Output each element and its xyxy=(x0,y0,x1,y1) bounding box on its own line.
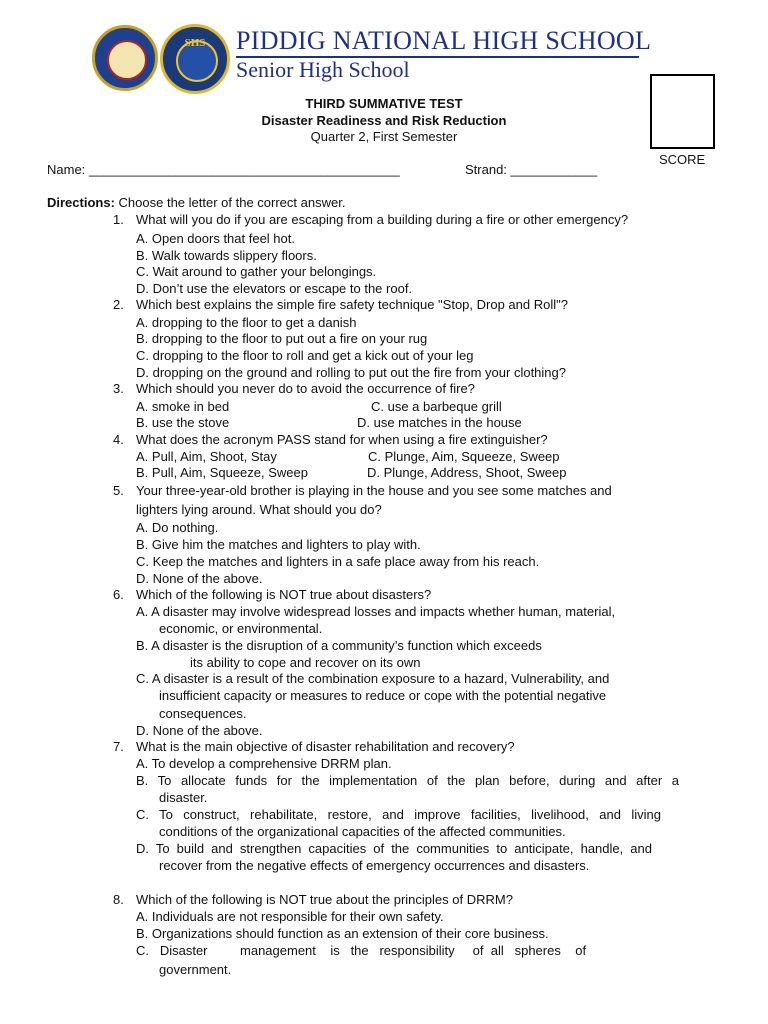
answer-choice-cont: its ability to cope and recover on its own xyxy=(190,655,421,670)
question-text: Which of the following is NOT true about the principles of DRRM? xyxy=(136,892,513,907)
answer-choice: B. Walk towards slippery floors. xyxy=(136,248,317,263)
answer-choice-cont: government. xyxy=(159,962,232,977)
answer-choice: C. A disaster is a result of the combination exposure to a hazard, Vulnerability, and xyxy=(136,671,610,686)
question-number: 1. xyxy=(113,212,124,227)
question-text: Which of the following is NOT true about disasters? xyxy=(136,587,432,602)
answer-choice: A. smoke in bed xyxy=(136,399,230,414)
answer-choice-cont: economic, or environmental. xyxy=(159,621,323,636)
answer-choice: B. To allocate funds for the implementation of the plan before, during and after a xyxy=(136,773,679,788)
school-name: PIDDIG NATIONAL HIGH SCHOOL xyxy=(236,26,652,55)
school-division: Senior High School xyxy=(236,57,410,82)
question-text: lighters lying around. What should you do? xyxy=(136,502,382,517)
answer-choice: C. use a barbeque grill xyxy=(371,399,502,414)
answer-choice: D. To build and strengthen capacities of the communities to anticipate, handle, and xyxy=(136,841,652,856)
test-subject: Disaster Readiness and Risk Reduction xyxy=(261,113,507,128)
directions-text: Choose the letter of the correct answer. xyxy=(118,195,346,210)
question-text: Your three-year-old brother is playing in the house and you see some matches and xyxy=(136,483,612,498)
question-text: What does the acronym PASS stand for when using a fire extinguisher? xyxy=(136,432,548,447)
answer-choice: C. dropping to the floor to roll and get a kick out of your leg xyxy=(136,348,474,363)
question-number: 5. xyxy=(113,483,124,498)
answer-choice: B. Organizations should function as an extension of their core business. xyxy=(136,926,549,941)
question-text: Which should you never do to avoid the occurrence of fire? xyxy=(136,381,475,396)
answer-choice: C. Wait around to gather your belongings. xyxy=(136,264,377,279)
answer-choice: C. Plunge, Aim, Squeeze, Sweep xyxy=(368,449,560,464)
answer-choice-cont: recover from the negative effects of emergency occurrences and disasters. xyxy=(159,858,590,873)
test-quarter: Quarter 2, First Semester xyxy=(310,129,458,144)
name-field[interactable]: Name: ___________________________________________ xyxy=(47,162,400,177)
answer-choice: D. None of the above. xyxy=(136,723,263,738)
answer-choice: D. Don’t use the elevators or escape to the roof. xyxy=(136,281,413,296)
question-number: 3. xyxy=(113,381,124,396)
shs-seal-logo: SHS xyxy=(160,24,230,94)
answer-choice: A. dropping to the floor to get a danish xyxy=(136,315,357,330)
answer-choice: C. Disaster management is the responsibility of all spheres of xyxy=(136,943,587,958)
answer-choice-cont: conditions of the organizational capacities of the affected communities. xyxy=(159,824,566,839)
answer-choice-cont: disaster. xyxy=(159,790,208,805)
answer-choice: A. Open doors that feel hot. xyxy=(136,231,295,246)
answer-choice: C. Keep the matches and lighters in a safe place away from his reach. xyxy=(136,554,540,569)
school-seal-logo xyxy=(92,25,158,91)
question-text: What is the main objective of disaster rehabilitation and recovery? xyxy=(136,739,515,754)
answer-choice-cont: consequences. xyxy=(159,706,247,721)
question-number: 7. xyxy=(113,739,124,754)
answer-choice: D. None of the above. xyxy=(136,571,263,586)
answer-choice: B. Pull, Aim, Squeeze, Sweep xyxy=(136,465,308,480)
score-label: SCORE xyxy=(659,152,706,167)
answer-choice: B. Give him the matches and lighters to play with. xyxy=(136,537,421,552)
answer-choice: A. To develop a comprehensive DRRM plan. xyxy=(136,756,392,771)
answer-choice: B. dropping to the floor to put out a fire on your rug xyxy=(136,331,428,346)
answer-choice: D. Plunge, Address, Shoot, Sweep xyxy=(367,465,567,480)
answer-choice: D. dropping on the ground and rolling to put out the fire from your clothing? xyxy=(136,365,566,380)
answer-choice: A. Individuals are not responsible for their own safety. xyxy=(136,909,444,924)
directions-label: Directions: xyxy=(47,195,115,210)
answer-choice: B. use the stove xyxy=(136,415,230,430)
answer-choice: A. Pull, Aim, Shoot, Stay xyxy=(136,449,277,464)
directions xyxy=(47,195,345,210)
question-number: 2. xyxy=(113,297,124,312)
question-number: 8. xyxy=(113,892,124,907)
answer-choice: A. A disaster may involve widespread losses and impacts whether human, material, xyxy=(136,604,616,619)
question-number: 4. xyxy=(113,432,124,447)
answer-choice: B. A disaster is the disruption of a community’s function which exceeds xyxy=(136,638,542,653)
question-text: Which best explains the simple fire safety technique "Stop, Drop and Roll"? xyxy=(136,297,568,312)
answer-choice-cont: insufficient capacity or measures to reduce or cope with the potential negative xyxy=(159,688,607,703)
question-number: 6. xyxy=(113,587,124,602)
question-text: What will you do if you are escaping from a building during a fire or other emergency? xyxy=(136,212,629,227)
answer-choice: D. use matches in the house xyxy=(357,415,522,430)
answer-choice: C. To construct, rehabilitate, restore, and improve facilities, livelihood, and living xyxy=(136,807,661,822)
test-title: THIRD SUMMATIVE TEST xyxy=(305,96,463,111)
strand-field[interactable]: Strand: ____________ xyxy=(465,162,598,177)
answer-choice: A. Do nothing. xyxy=(136,520,219,535)
